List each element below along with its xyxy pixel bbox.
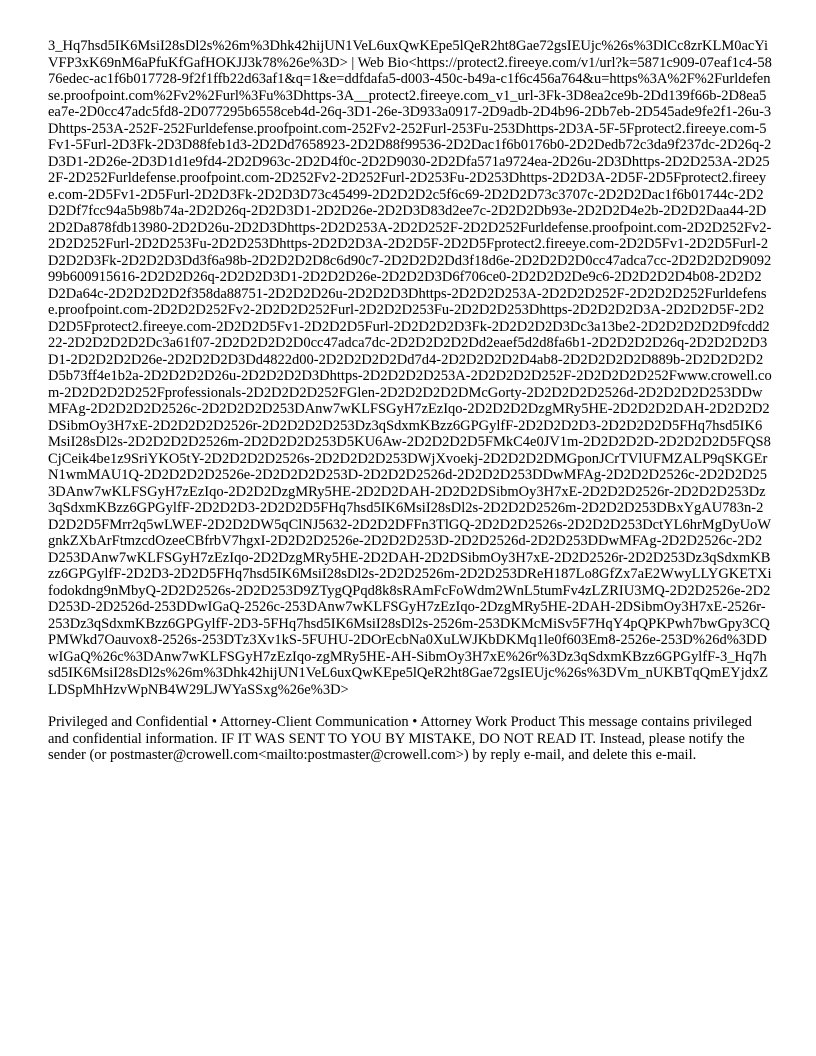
document-page — [48, 38, 772, 778]
encoded-url-text: 3_Hq7hsd5IK6MsiI28sDl2s%26m%3Dhk42hijUN1VeL6uxQwKEpe5lQeR2ht8Gae72gsIEUjc%26s%3DlCc8zrKLM0acYiVFP3xK69nM6aPfuKfGafHOKJJ3k78%26e%3D> | Web Bio<https://protect2.fireeye.com/v1/url?k=5871c909-07eaf1c4-5876edec-ac1f6b017728-9f2f1ffb22d63af1&q=1&e=ddfdafa5-d003-450c-b49a-c1f6c456a764&u=https%3A%2F%2Furldefense.proofpoint.com%2Fv2%2Furl%3Fu%3Dhttps-3A__protect2.fireeye.com_v1_url-3Fk-3D8ea2ce9b-2Dd139f66b-2D8ea5ea7e-2D0cc47adc5fd8-2D077295b6558ceb4d-26q-3D1-26e-3D933a0917-2D9adb-2D4b96-2Db7eb-2D545ade9fe2f1-26u-3Dhttps-253A-252F-252Furldefense.proofpoint.com-252Fv2-252Furl-253Fu-253Dhttps-2D3A-5F-5Fprotect2.fireeye.com-5Fv1-5Furl-2D3Fk-2D3D88feb1d3-2D2Dd7658923-2D2D88f99536-2D2Dac1f6b0176b0-2D2Dedb72c3da9f237dc-2D26q-2D3D1-2D26e-2D3D1d1e9fd4-2D2D963c-2D2D4f0c-2D2D9030-2D2Dfa571a9724ea-2D26u-2D3Dhttps-2D2D253A-2D252F-2D252Furldefense.proofpoint.com-2D252Fv2-2D252Furl-2D253Fu-2D253Dhttps-2D2D3A-2D5F-2D5Fprotect2.fireeye.com-2D5Fv1-2D5Furl-2D2D3Fk-2D2D3D73c45499-2D2D2D2c5f6c69-2D2D2D73c3707c-2D2D2Dac1f6b01744c-2D2D2Df7fcc94a5b98b74a-2D2D26q-2D2D3D1-2D2D26e-2D2D3D83d2ee7c-2D2D2Db93e-2D2D2D4e2b-2D2D2Daa44-2D2D2Da878fdb13980-2D2D26u-2D2D3Dhttps-2D2D253A-2D2D252F-2D2D252Furldefense.proofpoint.com-2D2D252Fv2-2D2D252Furl-2D2D253Fu-2D2D253Dhttps-2D2D2D3A-2D2D5F-2D2D5Fprotect2.fireeye.com-2D2D5Fv1-2D2D5Furl-2D2D2D3Fk-2D2D2D3Dd3f6a98b-2D2D2D2D8c6d90c7-2D2D2D2Dd3f18d6e-2D2D2D2D0cc47adca7cc-2D2D2D2D909299b600915616-2D2D2D26q-2D2D2D3D1-2D2D2D26e-2D2D2D3D6f706ce0-2D2D2D2De9c6-2D2D2D2D4b08-2D2D2D2Da64c-2D2D2D2D2f358da88751-2D2D2D26u-2D2D2D3Dhttps-2D2D2D253A-2D2D2D252F-2D2D2D252Furldefense.proofpoint.com-2D2D2D252Fv2-2D2D2D252Furl-2D2D2D253Fu-2D2D2D253Dhttps-2D2D2D2D3A-2D2D2D5F-2D2D2D5Fprotect2.fireeye.com-2D2D2D5Fv1-2D2D2D5Furl-2D2D2D2D3Fk-2D2D2D2D3Dc3a13be2-2D2D2D2D2D9fcdd222-2D2D2D2D2Dc3a61f07-2D2D2D2D2D0cc47adca7dc-2D2D2D2D2Dd2eaef5d2d8fa6b1-2D2D2D2D26q-2D2D2D2D3D1-2D2D2D2D26e-2D2D2D2D3Dd4822d00-2D2D2D2D2Dd7d4-2D2D2D2D2D4ab8-2D2D2D2D2D889b-2D2D2D2D2D5b73ff4e1b2a-2D2D2D2D26u-2D2D2D2D3Dhttps-2D2D2D2D253A-2D2D2D2D252F-2D2D2D2D252Fwww.crowell.com-2D2D2D2D252Fprofessionals-2D2D2D2D252FGlen-2D2D2D2D2DMcGorty-2D2D2D2D2526d-2D2D2D2D253DDwMFAg-2D2D2D2D2526c-2D2D2D2D253DAnw7wKLFSGyH7zEzIqo-2D2D2D2DzgMRy5HE-2D2D2D2DAH-2D2D2D2DSibmOy3H7xE-2D2D2D2D2526r-2D2D2D2D253Dz3qSdxmKBzz6GPGylfF-2D2D2D2D3-2D2D2D2D5FHq7hsd5IK6MsiI28sDl2s-2D2D2D2D2526m-2D2D2D2D253D5KU6Aw-2D2D2D2D5FMkC4e0JV1m-2D2D2D2D-2D2D2D2D5FQS8CjCeik4be1z9SriYKO5tY-2D2D2D2D2526s-2D2D2D2D253DWjXvoekj-2D2D2D2DMGponJCrTVlUFMZALP9qSKGErN1wmMAU1Q-2D2D2D2D2526e-2D2D2D2D253D-2D2D2D2526d-2D2D2D253DDwMFAg-2D2D2D2526c-2D2D2D253DAnw7wKLFSGyH7zEzIqo-2D2D2DzgMRy5HE-2D2D2DAH-2D2D2DSibmOy3H7xE-2D2D2D2526r-2D2D2D253Dz3qSdxmKBzz6GPGylfF-2D2D2D3-2D2D2D5FHq7hsd5IK6MsiI28sDl2s-2D2D2D2526m-2D2D2D253DBxYgAU783n-2D2D2D5FMrr2q5wLWEF-2D2D2DW5qClNJ5632-2D2D2DFFn3TlGQ-2D2D2D2526s-2D2D2D253DctYL6hrMgDyUoWgnkZXbArFtmzcdOzeeCBfrbV7hgxI-2D2D2D2526e-2D2D2D253D-2D2D2526d-2D2D253DDwMFAg-2D2D2526c-2D2D253DAnw7wKLFSGyH7zEzIqo-2D2DzgMRy5HE-2D2DAH-2D2DSibmOy3H7xE-2D2D2526r-2D2D253Dz3qSdxmKBzz6GPGylfF-2D2D3-2D2D5FHq7hsd5IK6MsiI28sDl2s-2D2D2526m-2D2D253DReH187Lo8GfZx7aE2WwyLLYGKETXifodokdng9nMbyQ-2D2D2526s-2D2D253D9ZTygQPqd8k8sRAmFcFoWdm2WnL5tumFv4zLZRIU3MQ-2D2D2526e-2D2D253D-2D2526d-253DDwIGaQ-2526c-253DAnw7wKLFSGyH7zEzIqo-2DzgMRy5HE-2DAH-2DSibmOy3H7xE-2526r-253Dz3qSdxmKBzz6GPGylfF-2D3-5FHq7hsd5IK6MsiI28sDl2s-2526m-253DKMcMiSv5F7HqY4pQPKPwh7bwGpy3CQPMWkd7Oauvox8-2526s-253DTz3Xv1kS-5FUHU-2DOrEcbNa0XuLWJKbDKMq1le0f603Em8-2526e-253D%26d%3DDwIGaQ%26c%3DAnw7wKLFSGyH7zEzIqo-zgMRy5HE-AH-SibmOy3H7xE%26r%3Dz3qSdxmKBzz6GPGylfF-3_Hq7hsd5IK6MsiI28sDl2s%26m%3Dhk42hijUN1VeL6uxQwKEpe5lQeR2ht8Gae72gsIEUjc%26s%3DVm_nUKBTqQmEYjdxZLDSpMhHzvWpNB4W29LJWYaSSxg%26e%3D> — [48, 38, 772, 698]
confidentiality-disclaimer: Privileged and Confidential • Attorney-Client Communication • Attorney Work Product This message contains privileged and confidential information. IF IT WAS SENT TO YOU BY MISTAKE, DO NOT READ IT. Instead, please notify the sender (or postmaster@crowell.com<mailto:postmaster@crowell.com>) by reply e-mail, and delete this e-mail. — [48, 714, 752, 763]
